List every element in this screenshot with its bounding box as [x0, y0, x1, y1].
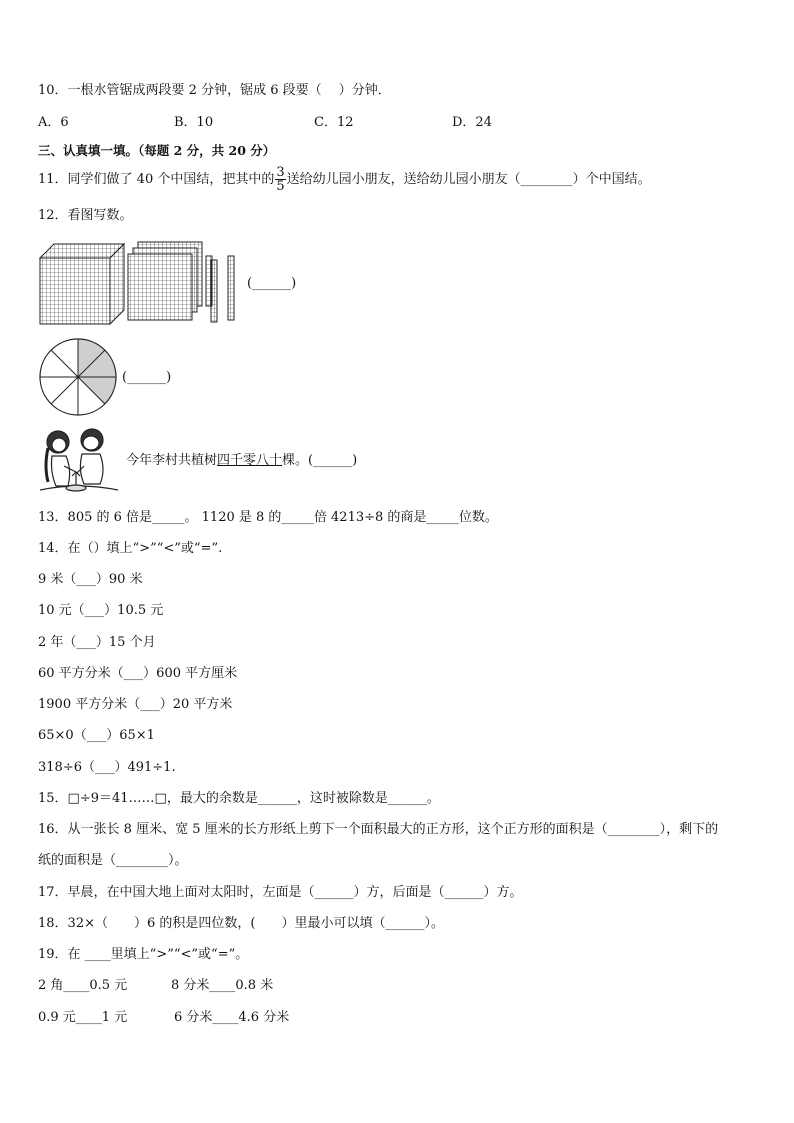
q14-item[interactable]: 65×0（___）65×1	[38, 728, 155, 743]
q14-item[interactable]: 10 元（___）10.5 元	[38, 603, 164, 618]
q11-frac-num: 3	[276, 165, 285, 180]
q14-item[interactable]: 2 年（___）15 个月	[38, 635, 156, 650]
q14-stem: 14．在（）填上“>”“<”或“=”.	[38, 541, 223, 556]
q19-row-1-b[interactable]: 8 分米____0.8 米	[171, 978, 274, 993]
q14-item[interactable]: 60 平方分米（___）600 平方厘米	[38, 666, 238, 681]
q11-after: 送给幼儿园小朋友，送给幼儿园小朋友（________）个中国结。	[286, 172, 651, 187]
q14-item[interactable]: 1900 平方分米（___）20 平方米	[38, 697, 233, 712]
q19-row-2-a[interactable]: 0.9 元____1 元	[38, 1010, 128, 1025]
children-planting-icon	[38, 426, 120, 494]
q10-option-d[interactable]: D．24	[452, 115, 492, 130]
q12-blank-2[interactable]: (______)	[122, 370, 172, 385]
q12-sentence-before: 今年李村共植树	[126, 453, 218, 468]
q17: 17．早晨，在中国大地上面对太阳时，左面是（______）方，后面是（______）方。	[38, 885, 523, 900]
q11-fraction	[275, 166, 285, 193]
q18: 18．32×（ ）6 的积是四位数，( ）里最小可以填（______）。	[38, 916, 444, 931]
q10-stem: 10．一根水管锯成两段要 2 分钟，锯成 6 段要（ ）分钟．	[38, 83, 391, 98]
q15: 15．□÷9＝41……□，最大的余数是______，这时被除数是______。	[38, 791, 440, 806]
q16-line-1: 16．从一张长 8 厘米、宽 5 厘米的长方形纸上剪下一个面积最大的正方形，这个正方形的面积是（________），剩下的	[38, 822, 719, 837]
section-3-title: 三、认真填一填。（每题 2 分，共 20 分）	[38, 143, 276, 158]
q19-row-2-b[interactable]: 6 分米____4.6 分米	[174, 1010, 290, 1025]
ten-rod-icon	[206, 256, 234, 322]
q19-stem: 19．在 ____里填上“>”“<”或“=”。	[38, 947, 249, 962]
q14-item[interactable]: 318÷6（___）491÷1.	[38, 760, 176, 775]
q11	[38, 163, 651, 197]
q12-stem: 12．看图写数。	[38, 208, 133, 223]
base-ten-blocks-icon	[38, 240, 248, 326]
q11-frac-den: 5	[276, 179, 285, 194]
q10-option-a[interactable]: A．6	[38, 115, 69, 130]
q12-sentence-underlined: 四千零八十	[217, 453, 283, 468]
q10-options	[38, 115, 738, 131]
q13: 13．805 的 6 倍是_____。 1120 是 8 的_____倍 4213÷8 的商是_____位数。	[38, 510, 498, 525]
q10-option-c[interactable]: C．12	[314, 115, 354, 130]
q11-before: 11．同学们做了 40 个中国结，把其中的	[38, 172, 275, 187]
q16-line-2: 纸的面积是（________）。	[38, 853, 188, 868]
q12-sentence	[126, 453, 357, 469]
thousand-cube-icon	[40, 244, 124, 324]
hundred-flat-icon	[128, 242, 202, 320]
q19-row-1-a[interactable]: 2 角____0.5 元	[38, 978, 128, 993]
q14-item[interactable]: 9 米（___）90 米	[38, 572, 143, 587]
q12-blank-1[interactable]: (______)	[247, 276, 297, 291]
circle-fraction-icon	[38, 337, 118, 417]
q12-sentence-after: 棵。(______)	[282, 453, 358, 468]
q10-option-b[interactable]: B．10	[174, 115, 214, 130]
